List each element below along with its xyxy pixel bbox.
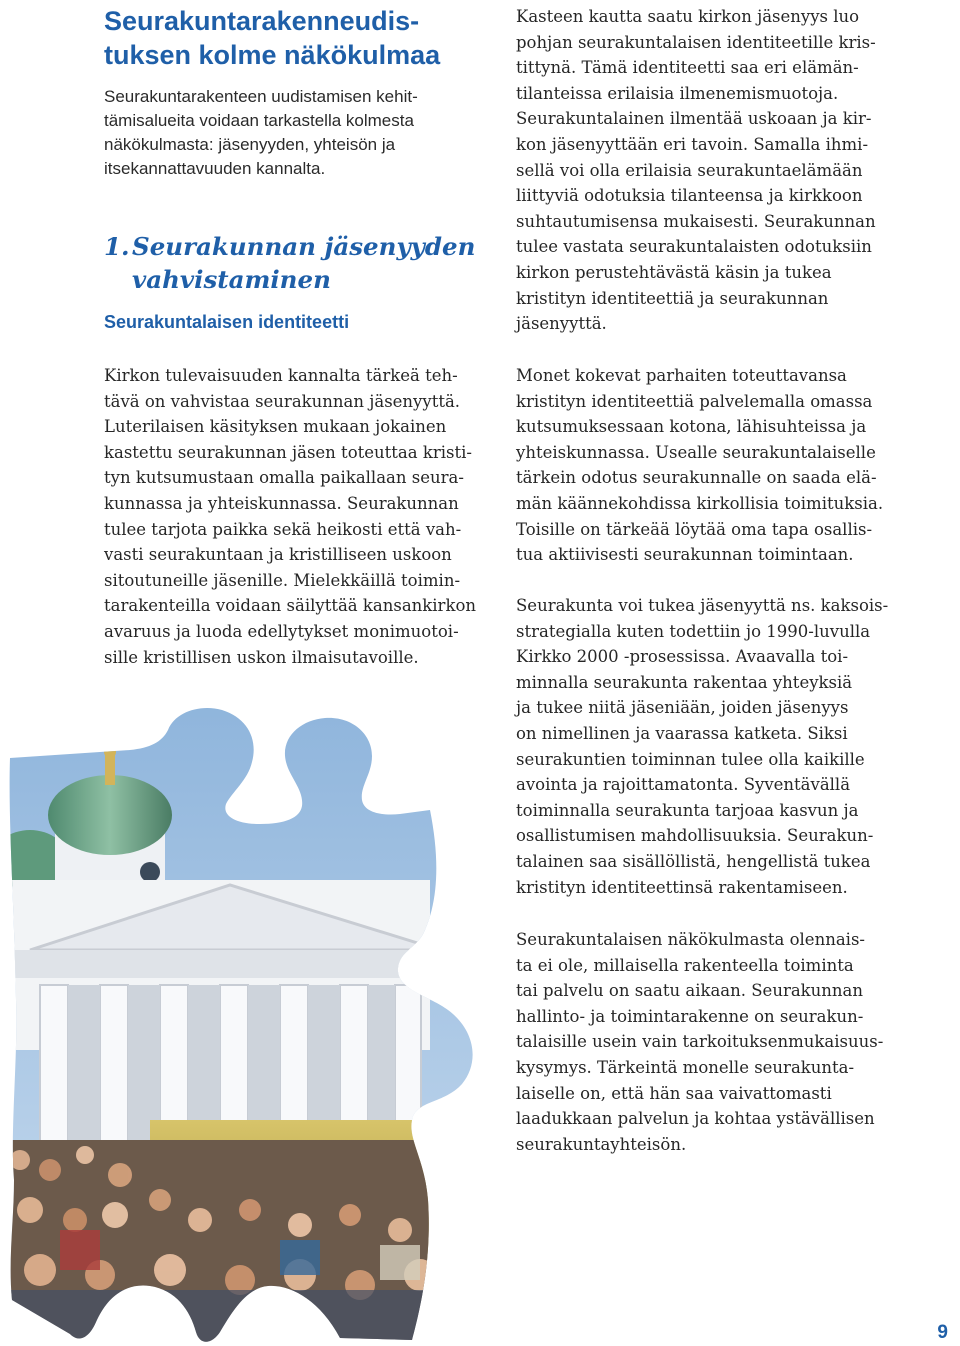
body-line: Monet kokevat parhaiten toteuttavansa bbox=[516, 366, 847, 385]
body-line: kon jäsenyyttään eri tavoin. Samalla ihmi- bbox=[516, 134, 869, 154]
body-line: tarakenteilla voidaan säilyttää kansankirkon bbox=[104, 596, 477, 616]
body-line: suhtautumisensa mukaisesti. Seurakunnan bbox=[516, 211, 876, 231]
body-line: on nimellinen ja vaarassa katketa. Siksi bbox=[516, 723, 848, 743]
body-line: kutsumuksessaan kotona, lähisuhteissa ja bbox=[516, 417, 867, 437]
heading-line: Seurakuntarakenneudis- bbox=[104, 6, 420, 36]
body-line: hallinto- ja toimintarakenne on seurakun- bbox=[516, 1006, 864, 1026]
section-subtitle: Seurakuntalaisen identiteetti bbox=[104, 312, 350, 332]
body-line: Luterilaisen käsityksen mukaan jokainen bbox=[104, 417, 447, 437]
body-line: laiselle on, että hän saa vaivattomasti bbox=[516, 1083, 832, 1103]
body-line: ta ei ole, millaisella rakenteella toiminta bbox=[516, 955, 854, 975]
body-line: kirkon perustehtävästä käsin ja tukea bbox=[516, 262, 832, 282]
left-column-paragraph bbox=[104, 363, 476, 670]
body-line: Kirkon tulevaisuuden kannalta tärkeä teh- bbox=[104, 366, 458, 385]
heading-line: tuksen kolme näkökulmaa bbox=[104, 40, 441, 70]
page-number: 9 bbox=[937, 1322, 948, 1343]
body-line: talaisille usein vain tarkoituksenmukaisuus- bbox=[516, 1032, 884, 1052]
body-line: vasti seurakuntaan ja kristilliseen uskoon bbox=[104, 545, 452, 565]
body-line: tittynä. Tämä identiteetti saa eri elämän- bbox=[516, 58, 859, 78]
body-line: jäsenyyttä. bbox=[516, 314, 607, 334]
body-line: ja tukee niitä jäseniään, joiden jäsenyys bbox=[516, 698, 849, 718]
body-line: avaruus ja luoda edellytykset monimuotoi- bbox=[104, 621, 459, 641]
section-title bbox=[104, 230, 475, 296]
intro-line: Seurakuntarakenteen uudistamisen kehit- bbox=[104, 87, 418, 106]
body-line: tulee vastata seurakuntalaisten odotuksiin bbox=[516, 237, 872, 257]
body-line: toiminnalla seurakunta tarjoaa kasvun ja bbox=[516, 800, 859, 820]
body-line: tärkein odotus seurakunnalle on saada elä- bbox=[516, 468, 877, 488]
body-line: kristityn identiteettinsä rakentamiseen. bbox=[516, 877, 848, 897]
body-line: Seurakuntalainen ilmentää uskoaan ja kir- bbox=[516, 109, 872, 129]
section-title-line: Seurakunnan jäsenyyden bbox=[132, 232, 476, 261]
section-title-line: vahvistaminen bbox=[132, 265, 331, 294]
intro-paragraph bbox=[104, 85, 418, 181]
body-line: tilanteissa erilaisia ilmenemismuotoja. bbox=[516, 83, 839, 103]
body-line: yhteiskunnassa. Usealle seurakuntalaiselle bbox=[516, 442, 876, 462]
body-line: kunnassa ja yhteiskunnassa. Seurakunnan bbox=[104, 493, 459, 513]
body-line: kysymys. Tärkeintä monelle seurakunta- bbox=[516, 1057, 855, 1077]
body-line: Toisille on tärkeää löytää oma tapa osallis- bbox=[516, 519, 873, 539]
right-paragraph-1 bbox=[516, 4, 876, 337]
right-paragraph-3 bbox=[516, 593, 888, 900]
body-line: Kirkko 2000 -prosessissa. Avaavalla toi- bbox=[516, 647, 849, 667]
intro-line: tämisalueita voidaan tarkastella kolmesta bbox=[104, 111, 414, 130]
body-line: osallistumisen mahdollisuuksia. Seurakun- bbox=[516, 826, 874, 846]
right-paragraph-2 bbox=[516, 363, 883, 568]
body-line: kristityn identiteettiä palvelemalla omassa bbox=[516, 391, 873, 411]
body-line: pohjan seurakuntalaisen identiteetille kris- bbox=[516, 32, 876, 52]
right-paragraph-4 bbox=[516, 927, 883, 1157]
body-line: sille kristillisen uskon ilmaisutavoille. bbox=[104, 647, 419, 667]
body-line: seurakuntien toiminnan tulee olla kaikille bbox=[516, 749, 865, 769]
body-line: kastettu seurakunnan jäsen toteuttaa kristi- bbox=[104, 442, 472, 462]
section-number: 1. bbox=[104, 232, 130, 261]
body-line: Seurakuntalaisen näkökulmasta olennais- bbox=[516, 930, 865, 949]
body-line: Seurakunta voi tukea jäsenyyttä ns. kaksois- bbox=[516, 596, 889, 615]
body-line: Kasteen kautta saatu kirkon jäsenyys luo bbox=[516, 7, 860, 26]
intro-line: itsekannattavuuden kannalta. bbox=[104, 159, 326, 178]
body-line: tulee tarjota paikka sekä heikosti että vah- bbox=[104, 519, 462, 539]
body-line: sitoutuneille jäsenille. Mielekkäillä toimin- bbox=[104, 570, 461, 590]
body-line: tyn kutsumustaan omalla paikallaan seura- bbox=[104, 468, 464, 488]
body-line: män käännekohdissa kirkollisia toimituksia. bbox=[516, 493, 884, 513]
puzzle-photo-image bbox=[0, 700, 500, 1346]
body-line: sellä voi olla erilaisia seurakuntaelämään bbox=[516, 160, 863, 180]
body-line: strategialla kuten todettiin jo 1990-luvulla bbox=[516, 621, 871, 641]
body-line: liittyviä odotuksia tilanteensa ja kirkkoon bbox=[516, 186, 863, 206]
body-line: avointa ja rajoittamatonta. Syventävällä bbox=[516, 775, 851, 795]
body-line: minnalla seurakunta rakentaa yhteyksiä bbox=[516, 672, 853, 692]
body-line: seurakuntayhteisön. bbox=[516, 1134, 687, 1154]
body-line: laadukkaan palvelun ja kohtaa ystävällisen bbox=[516, 1109, 875, 1129]
body-line: kristityn identiteettiä ja seurakunnan bbox=[516, 288, 829, 308]
intro-line: näkökulmasta: jäsenyyden, yhteisön ja bbox=[104, 135, 396, 154]
page-heading bbox=[104, 4, 454, 72]
body-line: tävä on vahvistaa seurakunnan jäsenyyttä. bbox=[104, 391, 461, 411]
body-line: talainen saa sisällöllistä, hengellistä tukea bbox=[516, 851, 871, 871]
body-line: tua aktiivisesti seurakunnan toimintaan. bbox=[516, 545, 854, 565]
body-line: tai palvelu on saatu aikaan. Seurakunnan bbox=[516, 981, 864, 1001]
